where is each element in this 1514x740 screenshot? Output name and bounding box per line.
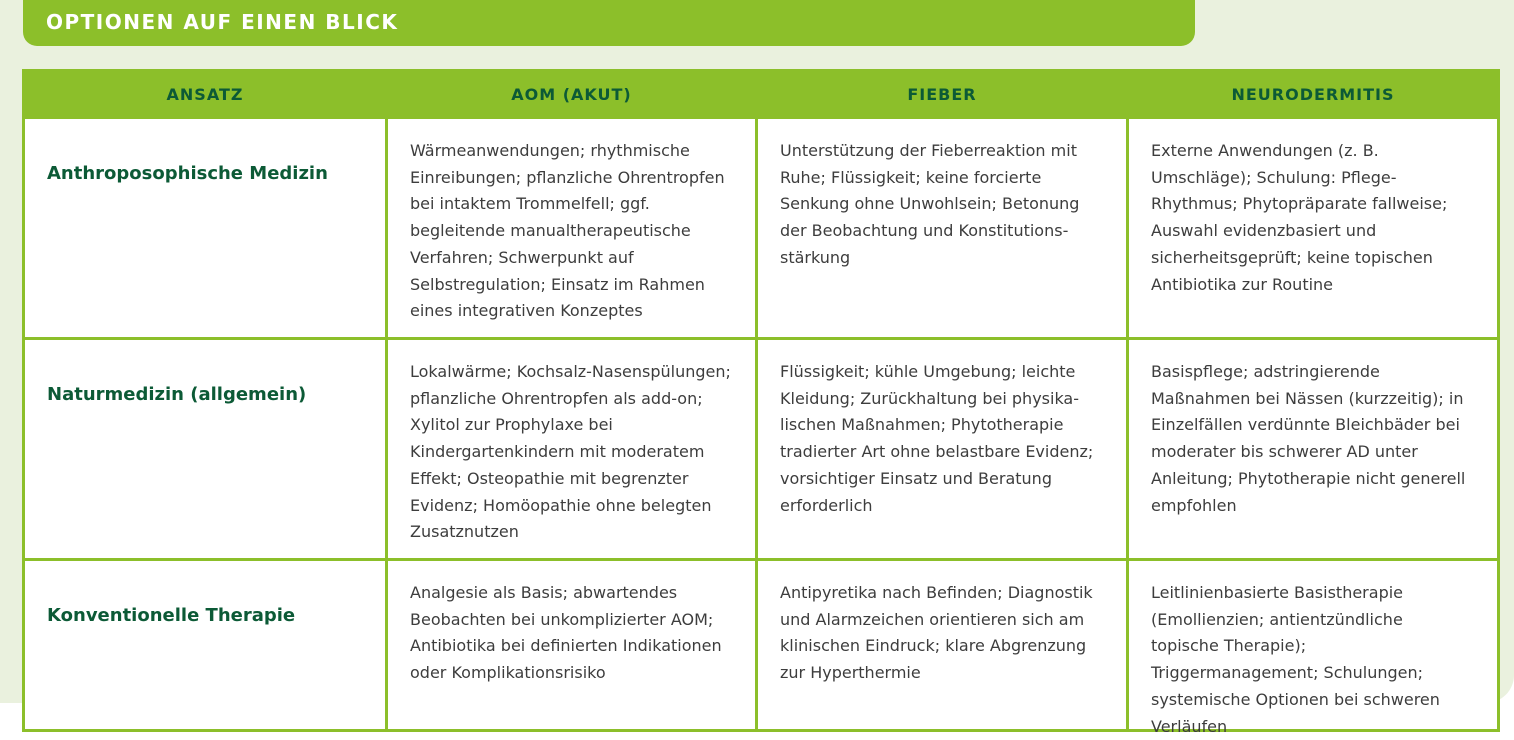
cell-neurodermitis: Externe Anwendungen (z. B. Umschläge); Schulung: Pflege-Rhythmus; Phytopräparate fallweise; Auswahl evidenzbasiert und sicherheitsgeprüft; keine topischen Antibiotika zur Routine	[1129, 119, 1497, 337]
cell-neurodermitis: Basispflege; adstringierende Maßnahmen bei Nässen (kurzzeitig); in Einzelfällen verdünnte Bleichbäder bei moderater bis schwerer AD unter Anleitung; Phytotherapie nicht generell empfohlen	[1129, 340, 1497, 558]
options-table-grid	[25, 72, 1497, 736]
header-fieber: FIEBER	[758, 72, 1126, 116]
cell-neurodermitis: Leitlinienbasierte Basistherapie (Emollienzien; antientzündliche topische Therapie); Triggermanagement; Schulungen; systemische Optionen bei schweren Verläufen	[1129, 561, 1497, 729]
page-title: OPTIONEN AUF EINEN BLICK	[23, 0, 1195, 46]
options-table	[22, 69, 1500, 736]
header-ansatz: ANSATZ	[25, 72, 385, 116]
cell-aom: Analgesie als Basis; abwartendes Beobachten bei unkomplizierter AOM; Antibiotika bei definierten Indikationen oder Komplikationsrisiko	[388, 561, 755, 729]
cell-fieber: Flüssigkeit; kühle Umgebung; leichte Kleidung; Zurückhaltung bei physikalischen Maßnahmen; Phytotherapie tradierter Art ohne belastbare Evidenz; vorsichtiger Einsatz und Beratung erforderlich	[758, 340, 1126, 558]
row-approach-naturmedizin: Naturmedizin (allgemein)	[25, 340, 385, 558]
header-neurodermitis: NEURODERMITIS	[1129, 72, 1497, 116]
cell-fieber: Unterstützung der Fieberreaktion mit Ruhe; Flüssigkeit; keine forcierte Senkung ohne Unwohlsein; Betonung der Beobachtung und Konstitutionsstärkung	[758, 119, 1126, 337]
cell-aom: Wärmeanwendungen; rhythmische Einreibungen; pflanzliche Ohrentropfen bei intaktem Trommelfell; ggf. begleitende manualtherapeutische Verfahren; Schwerpunkt auf Selbstregulation; Einsatz im Rahmen eines integrativen Konzeptes	[388, 119, 755, 337]
cell-fieber: Antipyretika nach Befinden; Diagnostik und Alarmzeichen orientieren sich am klinischen Eindruck; klare Abgrenzung zur Hyperthermie	[758, 561, 1126, 729]
cell-aom: Lokalwärme; Kochsalz-Nasenspülungen; pflanzliche Ohrentropfen als add-on; Xylitol zur Prophylaxe bei Kindergartenkindern mit moderatem Effekt; Osteopathie mit begrenzter Evidenz; Homöopathie ohne belegten Zusatznutzen	[388, 340, 755, 558]
row-approach-anthroposophisch: Anthroposophische Medizin	[25, 119, 385, 337]
row-approach-konventionell: Konventionelle Therapie	[25, 561, 385, 729]
header-aom: AOM (AKUT)	[388, 72, 755, 116]
